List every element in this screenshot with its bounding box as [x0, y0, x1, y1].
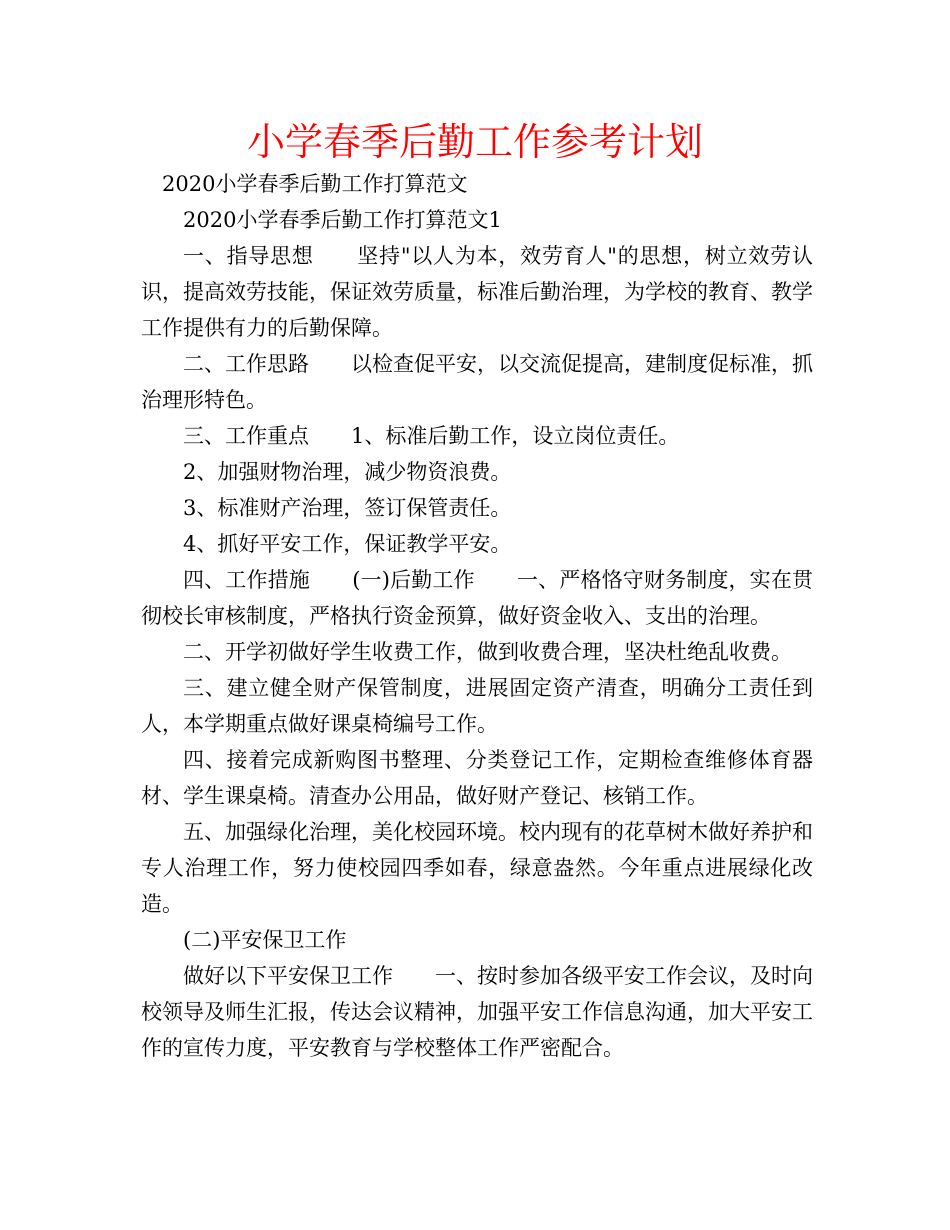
document-title: 小学春季后勤工作参考计划 [246, 120, 703, 164]
paragraph-work-approach: 二、工作思路 以检查促平安，以交流促提高，建制度促标准，抓治理形特色。 [141, 352, 813, 412]
document-body [141, 166, 813, 1066]
list-item: 4、抓好平安工作，保证教学平安。 [183, 532, 512, 556]
paragraph-work-focus: 三、工作重点 1、标准后勤工作，设立岗位责任。 [183, 424, 680, 448]
list-item: 三、建立健全财产保管制度，进展固定资产清查，明确分工责任到人，本学期重点做好课桌椅编号工作。 [141, 676, 813, 736]
list-item: 五、加强绿化治理，美化校园环境。校内现有的花草树木做好养护和专人治理工作，努力使校园四季如春，绿意盎然。今年重点进展绿化改造。 [141, 820, 813, 916]
list-item: 2、加强财物治理，减少物资浪费。 [183, 460, 512, 484]
list-item: 二、开学初做好学生收费工作，做到收费合理，坚决杜绝乱收费。 [183, 640, 792, 664]
paragraph-work-measures: 四、工作措施 (一)后勤工作 一、严格恪守财务制度，实在贯彻校长审核制度，严格执行资金预算，做好资金收入、支出的治理。 [141, 568, 813, 628]
paragraph-security-work: 做好以下平安保卫工作 一、按时参加各级平安工作会议，及时向校领导及师生汇报，传达会议精神，加强平安工作信息沟通，加大平安工作的宣传力度，平安教育与学校整体工作严密配合。 [141, 964, 813, 1060]
section-heading: 2020小学春季后勤工作打算范文1 [183, 208, 502, 232]
document-subtitle: 2020小学春季后勤工作打算范文 [162, 172, 468, 196]
section-heading-security: (二)平安保卫工作 [183, 928, 347, 952]
list-item: 四、接着完成新购图书整理、分类登记工作，定期检查维修体育器材、学生课桌椅。清查办公用品，做好财产登记、核销工作。 [141, 748, 813, 808]
paragraph-guiding-thought: 一、指导思想 坚持"以人为本，效劳育人"的思想，树立效劳认识，提高效劳技能，保证效劳质量，标准后勤治理，为学校的教育、教学工作提供有力的后勤保障。 [141, 244, 813, 340]
list-item: 3、标准财产治理，签订保管责任。 [183, 496, 512, 520]
